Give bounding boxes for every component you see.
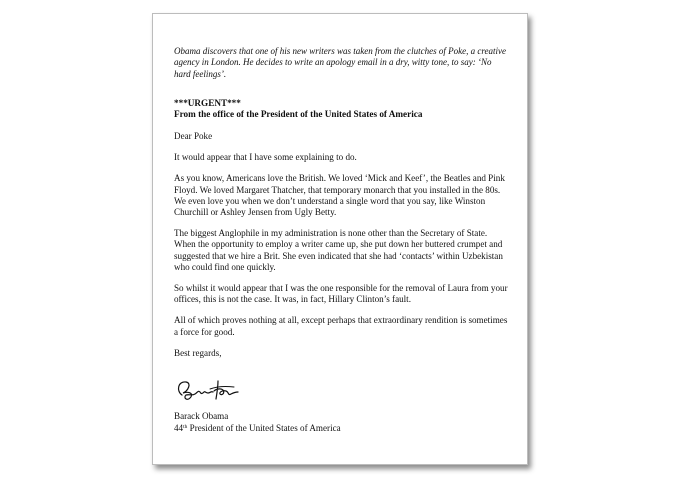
signatory-name: Barack Obama <box>174 410 229 421</box>
title-ordinal: 44 <box>174 423 184 434</box>
paragraph-1: It would appear that I have some explaining to do. <box>174 152 357 163</box>
handwritten-signature <box>174 369 509 409</box>
paragraph-4: So whilst it would appear that I was the one responsible for the removal of Laura from your offices, this is not the case. It was, in fact, Hillary Clinton’s fault. <box>174 282 508 305</box>
intro-note: Obama discovers that one of his new writers was taken from the clutches of Poke, a creative agency in London. He decides to write an apology email in a dry, witty tone, to say: ‘No hard feelings’. <box>174 46 507 79</box>
title-ordinal-suffix: th <box>183 424 188 431</box>
signatory-title <box>174 422 509 434</box>
paragraph-2: As you know, Americans love the British. We loved ‘Mick and Keef’, the Beatles and Pink Floyd. We loved Margaret Thatcher, that temporary monarch that you installed in the 80s. We even love you when we don’t understand a single word that you say, like Winston Churchill or Ashley Jensen from Ugly Betty. <box>174 173 505 217</box>
paragraph-3: The biggest Anglophile in my administration is none other than the Secretary of State. When the opportunity to employ a writer came up, she put down her buttered crumpet and suggested that we hire a Brit. She even indicated that she had ‘contacts’ within Uzbekistan who could find one quickly. <box>174 228 503 272</box>
from-heading: From the office of the President of the United States of America <box>174 109 423 120</box>
salutation: Dear Poke <box>174 130 213 141</box>
paragraph-5: All of which proves nothing at all, except perhaps that extraordinary rendition is sometimes a force for good. <box>174 315 508 337</box>
closing: Best regards, <box>174 347 222 358</box>
title-text: President of the United States of America <box>187 423 341 434</box>
letter-page <box>152 13 528 465</box>
urgent-heading: ***URGENT*** <box>174 97 241 108</box>
